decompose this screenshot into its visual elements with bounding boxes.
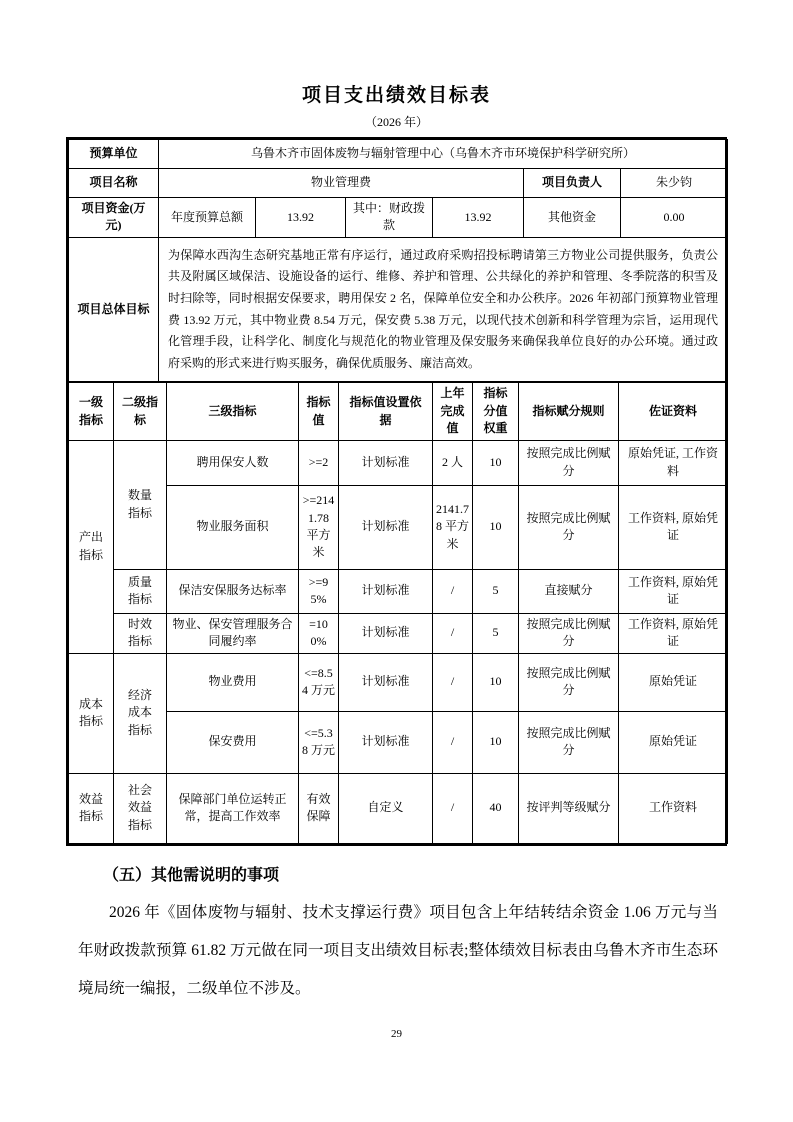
indicator-weight-cell: 10 <box>473 485 519 569</box>
level2-cell-quality: 质量指标 <box>114 569 167 613</box>
indicator-evidence-cell: 工作资料, 原始凭证 <box>619 613 728 653</box>
page-title: 项目支出绩效目标表 <box>301 85 491 106</box>
indicator-prev-cell: 2141.78 平方米 <box>433 485 473 569</box>
indicator-header-row <box>69 383 728 440</box>
indicator-rule-cell: 按照完成比例赋分 <box>519 653 619 711</box>
indicator-weight-cell: 40 <box>473 773 519 843</box>
indicator-row <box>69 569 728 613</box>
indicator-basis-cell: 计划标准 <box>339 569 433 613</box>
header-weight: 指标分值权重 <box>473 383 519 440</box>
indicator-table <box>68 382 728 843</box>
level1-cell-benefit: 效益指标 <box>69 773 114 843</box>
project-info-table <box>68 139 728 382</box>
indicator-basis-cell: 计划标准 <box>339 613 433 653</box>
indicator-basis-cell: 自定义 <box>339 773 433 843</box>
level2-cell-timeliness: 时效指标 <box>114 613 167 653</box>
fiscal-allocation-label: 其中：财政拨款 <box>346 198 433 238</box>
header-level2: 二级指标 <box>114 383 167 440</box>
header-basis: 指标值设置依据 <box>339 383 433 440</box>
notes-paragraph: 2026 年《固体废物与辐射、技术支撑运行费》项目包含上年结转结余资金 1.06 万元与当年财政拨款预算 61.82 万元做在同一项目支出绩效目标表;整体绩效目标表由乌鲁木齐市生态环境局统一编报，二级单位不涉及。 <box>78 904 718 998</box>
annual-budget-label: 年度预算总额 <box>159 198 256 238</box>
page-subtitle: （2026 年） <box>364 114 428 129</box>
indicator-name-cell: 保障部门单位运转正常，提高工作效率 <box>167 773 299 843</box>
indicator-row <box>69 773 728 843</box>
notes-heading: （五）其他需说明的事项 <box>103 866 280 884</box>
budget-unit-value: 乌鲁木齐市固体废物与辐射管理中心（乌鲁木齐市环境保护科学研究所） <box>159 140 728 169</box>
indicator-name-cell: 物业费用 <box>167 653 299 711</box>
fiscal-allocation-value: 13.92 <box>433 198 524 238</box>
level1-cell-cost: 成本指标 <box>69 653 114 773</box>
header-prev-year: 上年完成值 <box>433 383 473 440</box>
indicator-value-cell: =100% <box>299 613 339 653</box>
indicator-row <box>69 653 728 711</box>
indicator-value-cell: 有效保障 <box>299 773 339 843</box>
level2-cell-social-benefit: 社会效益指标 <box>114 773 167 843</box>
header-evidence: 佐证资料 <box>619 383 728 440</box>
header-rule: 指标赋分规则 <box>519 383 619 440</box>
indicator-value-cell: <=5.38 万元 <box>299 711 339 773</box>
indicator-prev-cell: 2 人 <box>433 440 473 485</box>
header-value: 指标值 <box>299 383 339 440</box>
indicator-evidence-cell: 工作资料, 原始凭证 <box>619 485 728 569</box>
indicator-row <box>69 440 728 485</box>
indicator-name-cell: 聘用保安人数 <box>167 440 299 485</box>
project-funds-row <box>69 198 728 238</box>
project-leader-value: 朱少钧 <box>621 169 728 198</box>
indicator-name-cell: 物业服务面积 <box>167 485 299 569</box>
indicator-value-cell: >=2141.78 平方米 <box>299 485 339 569</box>
indicator-value-cell: <=8.54 万元 <box>299 653 339 711</box>
overall-goal-row <box>69 237 728 382</box>
project-leader-label: 项目负责人 <box>524 169 621 198</box>
indicator-basis-cell: 计划标准 <box>339 711 433 773</box>
indicator-prev-cell: / <box>433 569 473 613</box>
other-funds-label: 其他资金 <box>524 198 621 238</box>
indicator-evidence-cell: 原始凭证 <box>619 711 728 773</box>
indicator-row <box>69 485 728 569</box>
indicator-evidence-cell: 原始凭证, 工作资料 <box>619 440 728 485</box>
indicator-rule-cell: 按评判等级赋分 <box>519 773 619 843</box>
indicator-rule-cell: 直接赋分 <box>519 569 619 613</box>
indicator-name-cell: 保洁安保服务达标率 <box>167 569 299 613</box>
indicator-name-cell: 物业、保安管理服务合同履约率 <box>167 613 299 653</box>
indicator-basis-cell: 计划标准 <box>339 485 433 569</box>
indicator-prev-cell: / <box>433 613 473 653</box>
indicator-basis-cell: 计划标准 <box>339 440 433 485</box>
overall-goal-label: 项目总体目标 <box>69 237 159 382</box>
indicator-weight-cell: 10 <box>473 440 519 485</box>
indicator-evidence-cell: 工作资料 <box>619 773 728 843</box>
indicator-rule-cell: 按照完成比例赋分 <box>519 613 619 653</box>
project-name-value: 物业管理费 <box>159 169 524 198</box>
indicator-rule-cell: 按照完成比例赋分 <box>519 440 619 485</box>
header-level1: 一级指标 <box>69 383 114 440</box>
indicator-rule-cell: 按照完成比例赋分 <box>519 711 619 773</box>
performance-target-table <box>66 137 727 846</box>
project-funds-label: 项目资金(万元) <box>69 198 159 238</box>
overall-goal-text: 为保障水西沟生态研究基地正常有序运行，通过政府采购招投标聘请第三方物业公司提供服务，负责公共及附属区域保洁、设施设备的运行、维修、养护和管理、公共绿化的养护和管理、冬季院落的积雪及时扫除等，同时根据安保要求，聘用保安 2 名，保障单位安全和办公秩序。2026 年初部门预算物业管理费 13.92 万元，其中物业费 8.54 万元，保安费 5.38 万元，以现代技术创新和科学管理为宗旨，运用现代化管理手段，让科学化、制度化与规范化的物业管理及保安服务来确保我单位良好的办公环境。通过政府采购的形式来进行购买服务，确保优质服务、廉洁高效。 <box>159 237 728 382</box>
project-name-label: 项目名称 <box>69 169 159 198</box>
indicator-value-cell: >=95% <box>299 569 339 613</box>
level1-cell-output: 产出指标 <box>69 440 114 653</box>
indicator-evidence-cell: 原始凭证 <box>619 653 728 711</box>
indicator-weight-cell: 10 <box>473 711 519 773</box>
level2-cell-quantity: 数量指标 <box>114 440 167 569</box>
indicator-weight-cell: 10 <box>473 653 519 711</box>
indicator-value-cell: >=2 <box>299 440 339 485</box>
indicator-prev-cell: / <box>433 773 473 843</box>
page-number: 29 <box>391 1028 402 1040</box>
indicator-row <box>69 711 728 773</box>
budget-unit-row <box>69 140 728 169</box>
other-funds-value: 0.00 <box>621 198 728 238</box>
indicator-weight-cell: 5 <box>473 569 519 613</box>
indicator-row <box>69 613 728 653</box>
notes-section <box>78 866 718 1009</box>
budget-unit-label: 预算单位 <box>69 140 159 169</box>
indicator-rule-cell: 按照完成比例赋分 <box>519 485 619 569</box>
annual-budget-value: 13.92 <box>256 198 346 238</box>
header-level3: 三级指标 <box>167 383 299 440</box>
project-name-row <box>69 169 728 198</box>
indicator-name-cell: 保安费用 <box>167 711 299 773</box>
indicator-prev-cell: / <box>433 711 473 773</box>
indicator-evidence-cell: 工作资料, 原始凭证 <box>619 569 728 613</box>
indicator-prev-cell: / <box>433 653 473 711</box>
level2-cell-economic-cost: 经济成本指标 <box>114 653 167 773</box>
indicator-basis-cell: 计划标准 <box>339 653 433 711</box>
indicator-weight-cell: 5 <box>473 613 519 653</box>
